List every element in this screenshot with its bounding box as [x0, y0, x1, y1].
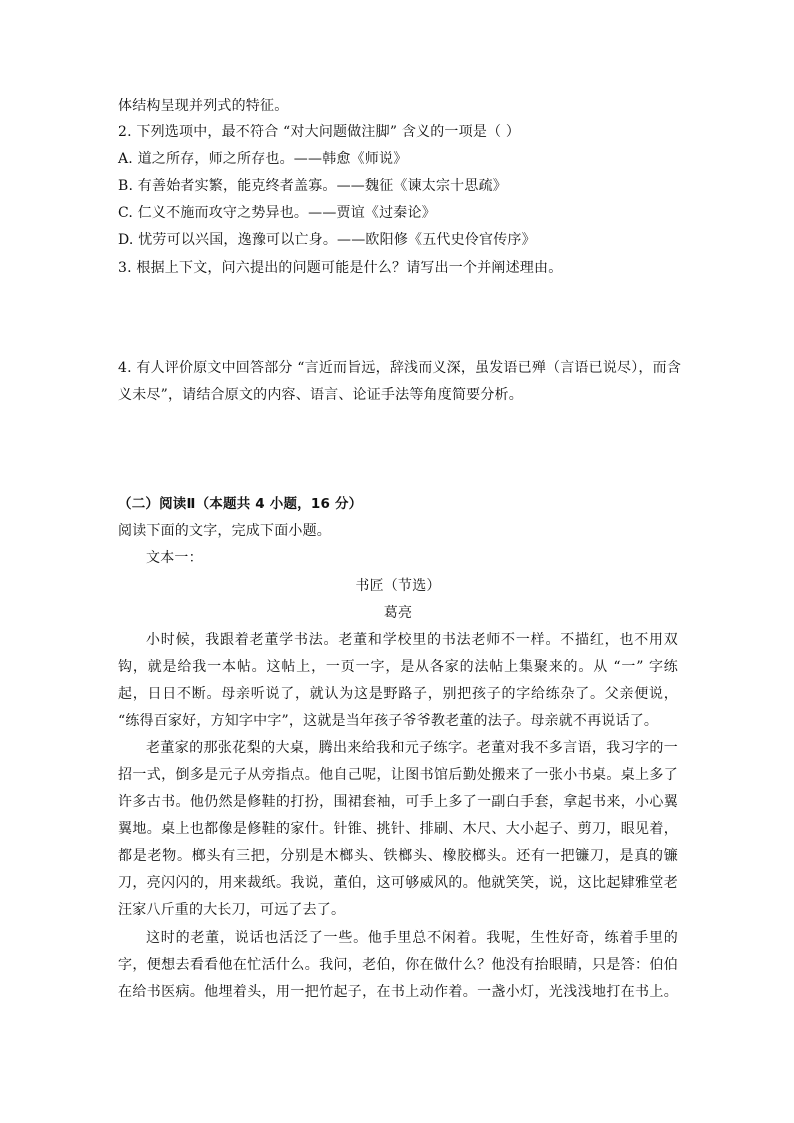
passage-line: 都是老物。榔头有三把，分别是木榔头、铁榔头、橡胶榔头。还有一把镰刀，是真的镰 — [118, 848, 678, 864]
question-4-line-1: 4. 有人评价原文中回答部分 “言近而旨远，辞浅而义深，虽发语已殚（言语已说尽），而含 — [118, 360, 682, 376]
question-2-option-c: C. 仁义不施而攻守之势异也。——贾谊《过秦论》 — [118, 205, 436, 221]
passage-author: 葛亮 — [383, 605, 413, 621]
passage-line: 在给书医病。他埋着头，用一把竹起子，在书上动作着。一盏小灯，光浅浅地打在书上。 — [118, 984, 678, 1000]
passage-line: 钩，就是给我一本帖。这帖上，一页一字，是从各家的法帖上集聚来的。从 “一” 字练 — [118, 659, 678, 675]
continuation-line: 体结构呈现并列式的特征。 — [118, 98, 289, 114]
passage-line: 老董家的那张花梨的大桌，腾出来给我和元子练字。老董对我不多言语，我习字的一 — [146, 740, 678, 756]
question-2-option-d: D. 忧劳可以兴国，逸豫可以亡身。——欧阳修《五代史伶官传序》 — [118, 232, 536, 248]
passage-title: 书匠（节选） — [355, 578, 441, 594]
question-4-line-2: 义未尽”，请结合原文的内容、语言、论证手法等角度简要分析。 — [118, 387, 523, 403]
question-3: 3. 根据上下文，问六提出的问题可能是什么？请写出一个并阐述理由。 — [118, 260, 563, 276]
passage-line: “练得百家好，方知字中字”，这就是当年孩子爷爷教老董的法子。母亲就不再说话了。 — [118, 713, 659, 729]
passage-line: 许多古书。他仍然是修鞋的打扮，围裙套袖，可手上多了一副白手套，拿起书来，小心翼 — [118, 794, 678, 810]
text-label: 文本一： — [146, 550, 203, 566]
passage-line: 小时候，我跟着老董学书法。老董和学校里的书法老师不一样。不描红，也不用双 — [146, 632, 678, 648]
passage-line: 招一式，倒多是元子从旁指点。他自己呢，让图书馆后勤处搬来了一张小书桌。桌上多了 — [118, 767, 678, 783]
passage-line: 刀，亮闪闪的，用来裁纸。我说，董伯，这可够威风的。他就笑笑，说，这比起肄雅堂老 — [118, 875, 678, 891]
passage-line: 翼地。桌上也都像是修鞋的家什。针锥、挑针、排刷、木尺、大小起子、剪刀，眼见着， — [118, 821, 678, 837]
question-2-stem: 2. 下列选项中，最不符合 “对大问题做注脚” 含义的一项是（ ） — [118, 124, 521, 140]
section-heading: （二）阅读Ⅱ（本题共 4 小题，16 分） — [118, 496, 363, 512]
passage-line: 起，日日不断。母亲听说了，就认为这是野路子，别把孩子的字给练杂了。父亲便说， — [118, 686, 678, 702]
question-2-option-b: B. 有善始者实繁，能克终者盖寡。——魏征《谏太宗十思疏》 — [118, 178, 507, 194]
passage-line: 字，便想去看看他在忙活什么。我问，老伯，你在做什么？他没有抬眼睛，只是答：伯伯 — [118, 957, 678, 973]
instruction-text: 阅读下面的文字，完成下面小题。 — [118, 523, 331, 539]
passage-line: 这时的老董，说话也活泛了一些。他手里总不闲着。我呢，生性好奇，练着手里的 — [146, 930, 678, 946]
passage-line: 汪家八斤重的大长刀，可远了去了。 — [118, 902, 346, 918]
question-2-option-a: A. 道之所存，师之所存也。——韩愈《师说》 — [118, 151, 408, 167]
